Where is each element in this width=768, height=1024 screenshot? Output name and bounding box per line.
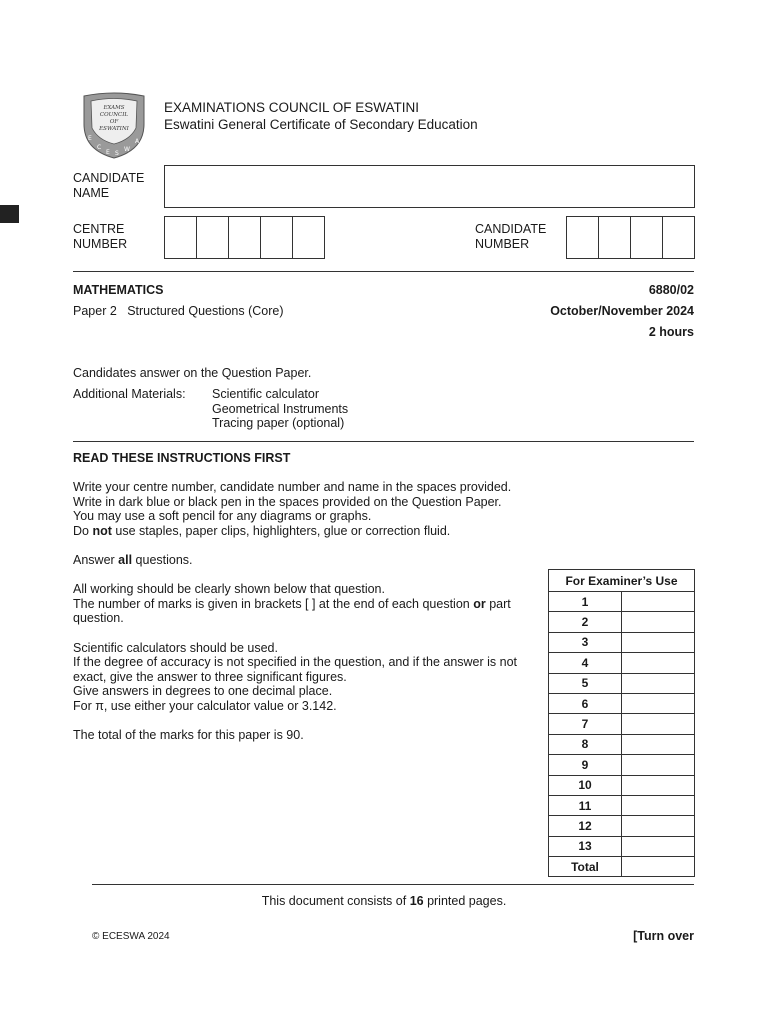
mark-cell[interactable]: [622, 592, 695, 612]
instruction-emphasis: all: [118, 552, 133, 567]
candidate-name-field[interactable]: [164, 165, 695, 208]
instruction-line: exact, give the answer to three significant figures.: [73, 669, 347, 684]
answer-note: Candidates answer on the Question Paper.: [73, 366, 312, 380]
examiner-question-row: [549, 816, 695, 836]
centre-number-field[interactable]: [164, 216, 325, 259]
instruction-text: use staples, paper clips, highlighters, glue or correction fluid.: [111, 523, 451, 538]
candidate-number-label: [475, 222, 546, 252]
question-number: 13: [549, 836, 622, 856]
mark-cell[interactable]: [622, 632, 695, 652]
examiner-question-row: [549, 714, 695, 734]
question-number: 9: [549, 755, 622, 775]
divider: [73, 441, 694, 442]
examiner-question-row: [549, 653, 695, 673]
candidate-number-cell[interactable]: [631, 217, 663, 258]
candidate-name-label: [73, 171, 144, 201]
mark-cell[interactable]: [622, 693, 695, 713]
svg-text:A: A: [135, 138, 140, 145]
instruction-line: All working should be clearly shown below that question.: [73, 582, 385, 597]
instruction-line: If the degree of accuracy is not specified in the question, and if the answer is not: [73, 655, 518, 670]
candidate-name-label-line1: CANDIDATE: [73, 171, 145, 185]
materials-label: Additional Materials:: [73, 387, 186, 401]
total-label: Total: [549, 857, 622, 877]
centre-number-cell[interactable]: [293, 217, 324, 258]
materials-list: [212, 387, 348, 431]
instruction-line: Give answers in degrees to one decimal place.: [73, 684, 333, 699]
instruction-text: The number of marks is given in brackets [ ] at the end of each question: [73, 596, 474, 611]
instructions-heading: READ THESE INSTRUCTIONS FIRST: [73, 451, 291, 465]
question-number: 5: [549, 673, 622, 693]
candidate-name-label-line2: NAME: [73, 186, 110, 200]
instruction-line: The total of the marks for this paper is 90.: [73, 728, 304, 743]
examiner-question-row: [549, 612, 695, 632]
mark-cell[interactable]: [622, 816, 695, 836]
instruction-line: Write your centre number, candidate number and name in the spaces provided.: [73, 480, 512, 494]
eceswa-logo: [78, 88, 150, 160]
page-count-note: [0, 894, 768, 908]
certificate-name: Eswatini General Certificate of Secondary Education: [164, 117, 478, 132]
paper-code: 6880/02: [648, 283, 694, 297]
instruction-line: [73, 597, 538, 612]
svg-text:W: W: [124, 146, 130, 153]
instruction-text: questions.: [132, 552, 193, 567]
paper-number: Paper 2: [73, 304, 117, 318]
centre-number-label-line1: CENTRE: [73, 222, 125, 236]
question-number: 2: [549, 612, 622, 632]
page-count-number: 16: [409, 894, 424, 908]
mark-cell[interactable]: [622, 653, 695, 673]
question-number: 10: [549, 775, 622, 795]
candidate-number-label-line2: NUMBER: [475, 237, 530, 251]
instruction-line: For π, use either your calculator value or 3.142.: [73, 698, 337, 713]
council-name: EXAMINATIONS COUNCIL OF ESWATINI: [164, 100, 420, 115]
instruction-line: Scientific calculators should be used.: [73, 640, 278, 655]
candidate-number-cell[interactable]: [567, 217, 599, 258]
examiner-question-row: [549, 795, 695, 815]
exam-session: October/November 2024: [550, 304, 694, 318]
candidate-number-cell[interactable]: [663, 217, 694, 258]
candidate-number-field[interactable]: [566, 216, 695, 259]
mark-cell[interactable]: [622, 714, 695, 734]
svg-text:E: E: [106, 149, 110, 156]
page-count-text: printed pages.: [423, 894, 507, 908]
centre-number-cell[interactable]: [229, 217, 261, 258]
mark-cell[interactable]: [622, 755, 695, 775]
examiner-question-row: [549, 836, 695, 856]
svg-text:ESWATINI: ESWATINI: [99, 126, 129, 132]
instruction-line: [73, 553, 538, 568]
svg-text:S: S: [115, 150, 119, 157]
examiner-question-row: [549, 673, 695, 693]
margin-marker: [0, 205, 19, 223]
instruction-line: Write in dark blue or black pen in the spaces provided on the Question Paper.: [73, 494, 502, 509]
instruction-emphasis: or: [473, 596, 486, 611]
examiner-question-row: [549, 734, 695, 754]
centre-number-label-line2: NUMBER: [73, 237, 128, 251]
question-number: 4: [549, 653, 622, 673]
instruction-text: part: [485, 596, 511, 611]
question-number: 12: [549, 816, 622, 836]
mark-cell[interactable]: [622, 775, 695, 795]
svg-text:OF: OF: [109, 119, 119, 125]
centre-number-cell[interactable]: [165, 217, 197, 258]
mark-cell[interactable]: [622, 673, 695, 693]
question-number: 3: [549, 632, 622, 652]
instruction-text: Answer: [73, 552, 119, 567]
instructions-body: [73, 480, 538, 743]
exam-duration: 2 hours: [648, 325, 694, 339]
examiner-question-row: [549, 632, 695, 652]
material-item: Scientific calculator: [212, 387, 319, 401]
question-number: 11: [549, 795, 622, 815]
instruction-line: question.: [73, 611, 124, 626]
svg-text:COUNCIL: COUNCIL: [99, 112, 129, 118]
footer-divider: [92, 884, 694, 885]
divider: [73, 271, 694, 272]
mark-cell[interactable]: [622, 795, 695, 815]
svg-text:E: E: [88, 135, 92, 142]
turn-over: [Turn over: [633, 929, 694, 943]
material-item: Geometrical Instruments: [212, 401, 349, 416]
examiner-question-row: [549, 592, 695, 612]
candidate-number-cell[interactable]: [599, 217, 631, 258]
examiner-table-heading: For Examiner’s Use: [549, 570, 695, 592]
examiner-use-table: [548, 569, 695, 877]
centre-number-cell[interactable]: [197, 217, 229, 258]
instruction-emphasis: not: [92, 523, 112, 538]
examiner-question-row: [549, 775, 695, 795]
paper-description: [73, 304, 284, 318]
total-mark-cell[interactable]: [622, 857, 695, 877]
instruction-line: You may use a soft pencil for any diagrams or graphs.: [73, 509, 372, 524]
question-number: 8: [549, 734, 622, 754]
paper-title: Structured Questions (Core): [127, 304, 284, 318]
examiner-question-row: [549, 693, 695, 713]
copyright: © ECESWA 2024: [92, 931, 170, 942]
page-count-text: This document consists of: [261, 894, 410, 908]
mark-cell[interactable]: [622, 612, 695, 632]
question-number: 7: [549, 714, 622, 734]
instruction-text: Do: [73, 523, 93, 538]
svg-text:EXAMS: EXAMS: [103, 105, 125, 111]
centre-number-cell[interactable]: [261, 217, 293, 258]
council-header: [164, 99, 478, 133]
question-number: 6: [549, 693, 622, 713]
mark-cell[interactable]: [622, 734, 695, 754]
candidate-number-label-line1: CANDIDATE: [475, 222, 547, 236]
question-number: 1: [549, 592, 622, 612]
subject-title: MATHEMATICS: [73, 283, 164, 297]
centre-number-label: [73, 222, 127, 252]
instruction-line: [73, 524, 538, 539]
examiner-question-row: [549, 755, 695, 775]
svg-text:C: C: [97, 144, 102, 151]
material-item: Tracing paper (optional): [212, 416, 345, 430]
examiner-total-row: [549, 857, 695, 877]
mark-cell[interactable]: [622, 836, 695, 856]
